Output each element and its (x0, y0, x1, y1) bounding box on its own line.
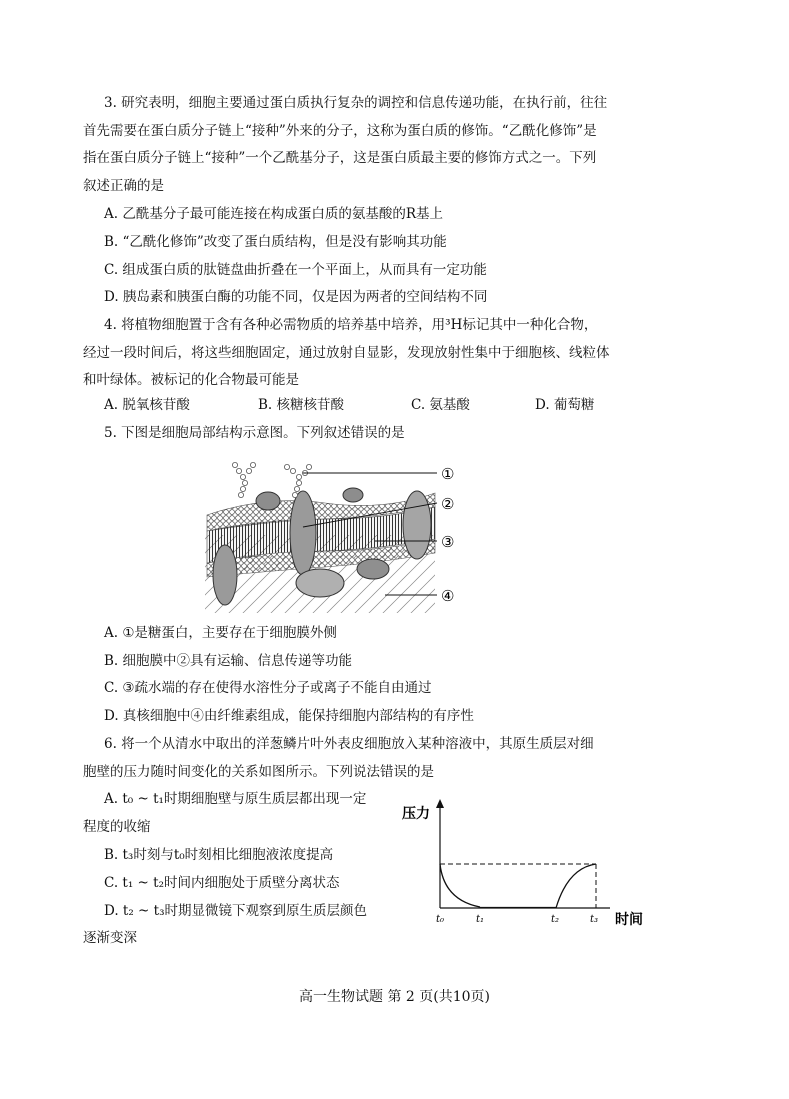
pressure-curve-t2-t3 (556, 864, 596, 908)
q6-option-a: A. t₀ ~ t₁时期细胞壁与原生质层都出现一定 (104, 791, 367, 807)
q6-option-d: D. t₂ ~ t₃时期显微镜下观察到原生质层颜色 (104, 903, 367, 919)
q5-stem: 5. 下图是细胞局部结构示意图。下列叙述错误的是 (104, 425, 405, 441)
q6-option-d-cont: 逐渐变深 (83, 930, 137, 946)
q4-stem-line-2: 经过一段时间后，将这些细胞固定，通过放射自显影，发现放射性集中于细胞核、线粒体 (83, 345, 610, 361)
q3-stem-line-3: 指在蛋白质分子链上“接种”一个乙酰基分子，这是蛋白质最主要的修饰方式之一。下列 (83, 150, 597, 166)
tick-t3: t₃ (590, 914, 599, 925)
q6-option-a-cont: 程度的收缩 (83, 819, 151, 835)
q5-option-a: A. ①是糖蛋白，主要存在于细胞膜外侧 (104, 625, 337, 641)
tick-t2: t₂ (551, 914, 560, 925)
q5-option-b: B. 细胞膜中②具有运输、信息传递等功能 (104, 653, 353, 669)
q3-stem-line-2: 首先需要在蛋白质分子链上“接种”外来的分子，这称为蛋白质的修饰。“乙酰化修饰”是 (83, 123, 597, 139)
q3-option-c: C. 组成蛋白质的肽链盘曲折叠在一个平面上，从而具有一定功能 (104, 262, 487, 278)
y-axis-arrow (436, 799, 444, 808)
label-2: ② (441, 495, 455, 513)
q3-option-a: A. 乙酰基分子最可能连接在构成蛋白质的氨基酸的R基上 (104, 206, 443, 222)
q5-option-d: D. 真核细胞中④由纤维素组成，能保持细胞内部结构的有序性 (104, 708, 474, 724)
q6-option-c: C. t₁ ~ t₂时间内细胞处于质壁分离状态 (104, 875, 340, 891)
q4-stem-line-1: 4. 将植物细胞置于含有各种必需物质的培养基中培养，用³H标记其中一种化合物， (104, 317, 598, 333)
q6-stem-line-1: 6. 将一个从清水中取出的洋葱鳞片叶外表皮细胞放入某种溶液中，其原生质层对细 (104, 736, 594, 752)
transmembrane-protein-2 (403, 491, 431, 559)
q6-stem-line-2: 胞壁的压力随时间变化的关系如图所示。下列说法错误的是 (83, 764, 434, 780)
pressure-time-chart (400, 796, 643, 936)
transmembrane-protein (290, 491, 316, 575)
q3-stem-line-1: 3. 研究表明，细胞主要通过蛋白质执行复杂的调控和信息传递功能，在执行前，往往 (104, 95, 608, 111)
q4-option-d: D. 葡萄糖 (535, 397, 595, 413)
q3-option-d: D. 胰岛素和胰蛋白酶的功能不同，仅是因为两者的空间结构不同 (104, 289, 488, 305)
q4-option-a: A. 脱氧核苷酸 (104, 397, 190, 413)
q4-option-c: C. 氨基酸 (411, 397, 470, 413)
tick-t0: t₀ (436, 914, 445, 925)
tick-t1: t₁ (476, 914, 485, 925)
q5-option-c: C. ③疏水端的存在使得水溶性分子或离子不能自由通过 (104, 680, 432, 696)
q6-option-b: B. t₃时刻与t₀时刻相比细胞液浓度提高 (104, 847, 334, 863)
q4-stem-line-3: 和叶绿体。被标记的化合物最可能是 (83, 372, 299, 388)
page-footer: 高一生物试题 第 2 页(共10页) (299, 989, 490, 1005)
pressure-curve-t0-t1 (440, 864, 480, 907)
label-1: ① (441, 465, 455, 483)
label-3: ③ (441, 533, 455, 551)
y-axis-label: 压力 (402, 806, 430, 822)
label-4: ④ (441, 587, 455, 605)
x-axis-label: 时间 (615, 912, 643, 928)
q4-option-b: B. 核糖核苷酸 (258, 397, 345, 413)
q3-stem-line-4: 叙述正确的是 (83, 178, 164, 194)
q3-option-b: B. “乙酰化修饰”改变了蛋白质结构，但是没有影响其功能 (104, 234, 447, 250)
cell-membrane-figure (205, 455, 485, 615)
